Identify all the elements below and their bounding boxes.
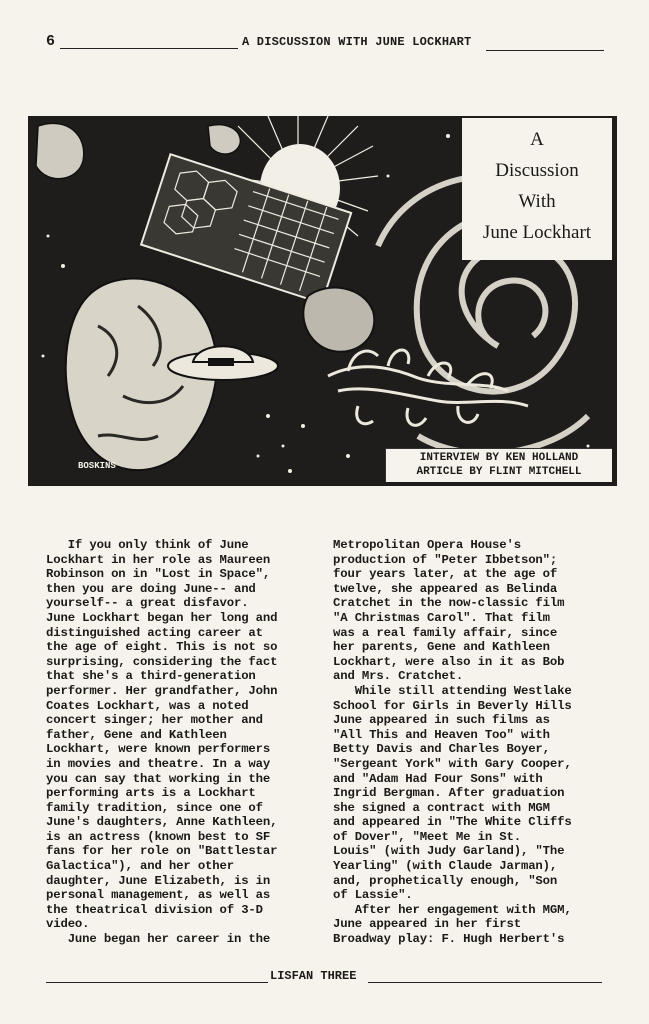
article-line: Ingrid Bergman. After graduation bbox=[333, 786, 565, 801]
article-line: then you are doing June-- and bbox=[46, 581, 256, 596]
article-line: distinguished acting career at bbox=[46, 625, 263, 640]
article-line: "A Christmas Carol". That film bbox=[333, 610, 550, 625]
article-line: that she's a third-generation bbox=[46, 669, 256, 684]
article-line: Robinson on in "Lost in Space", bbox=[46, 567, 271, 582]
title-line: June Lockhart bbox=[482, 222, 592, 243]
interview-credit: INTERVIEW BY KEN HOLLAND bbox=[419, 452, 579, 464]
publication-name: LISFAN THREE bbox=[270, 969, 357, 983]
article-line: performing arts is a Lockhart bbox=[46, 786, 256, 801]
article-line: father, Gene and Kathleen bbox=[46, 727, 227, 742]
footer-rule-left bbox=[46, 982, 268, 983]
article-title-box bbox=[462, 118, 612, 260]
article-line: family tradition, since one of bbox=[46, 800, 263, 815]
article-line: Metropolitan Opera House's bbox=[333, 538, 521, 552]
article-line: Cratchet in the now-classic film bbox=[333, 596, 565, 611]
article-line: fans for her role on "Battlestar bbox=[46, 844, 278, 859]
article-line: you can say that working in the bbox=[46, 771, 271, 786]
article-line: Galactica"), and her other bbox=[46, 859, 234, 874]
article-line: Broadway play: F. Hugh Herbert's bbox=[333, 932, 565, 947]
article-line: performer. Her grandfather, John bbox=[46, 683, 278, 698]
article-line: is an actress (known best to SF bbox=[46, 829, 271, 844]
article-line: Coates Lockhart, was a noted bbox=[46, 698, 249, 713]
artist-signature: BOSKINS bbox=[78, 461, 116, 471]
article-line: Lockhart in her role as Maureen bbox=[46, 552, 271, 567]
article-line: June Lockhart began her long and bbox=[46, 610, 278, 625]
article-line: surprising, considering the fact bbox=[46, 654, 278, 669]
article-line: and "Adam Had Four Sons" with bbox=[333, 771, 543, 786]
article-line: she signed a contract with MGM bbox=[333, 800, 550, 815]
article-line: June's daughters, Anne Kathleen, bbox=[46, 815, 278, 830]
running-footer bbox=[46, 966, 604, 990]
credits-box bbox=[385, 448, 612, 482]
article-line: and Mrs. Cratchet. bbox=[333, 669, 464, 684]
article-line: and, prophetically enough, "Son bbox=[333, 873, 558, 888]
article-line: If you only think of June bbox=[46, 538, 249, 552]
article-line: After her engagement with MGM, bbox=[333, 902, 572, 917]
article-line: Lockhart, were also in it as Bob bbox=[333, 654, 565, 669]
title-line: With bbox=[518, 191, 556, 212]
article-line: June appeared in her first bbox=[333, 917, 521, 932]
article-line: four years later, at the age of bbox=[333, 567, 558, 582]
article-line: the theatrical division of 3-D bbox=[46, 902, 263, 917]
article-column-left bbox=[46, 538, 321, 947]
article-line: June began her career in the bbox=[46, 932, 271, 947]
article-line: personal management, as well as bbox=[46, 888, 271, 903]
title-line: Discussion bbox=[495, 160, 579, 181]
article-line: production of "Peter Ibbetson"; bbox=[333, 552, 558, 567]
article-line: "Sergeant York" with Gary Cooper, bbox=[333, 756, 572, 771]
footer-rule-right bbox=[368, 982, 602, 983]
article-line: was a real family affair, since bbox=[333, 625, 558, 640]
running-header bbox=[46, 30, 606, 54]
page-number: 6 bbox=[46, 33, 56, 50]
article-line: in movies and theatre. In a way bbox=[46, 756, 271, 771]
running-title: A DISCUSSION WITH JUNE LOCKHART bbox=[242, 35, 472, 49]
article-line: her parents, Gene and Kathleen bbox=[333, 640, 550, 655]
header-rule-left bbox=[60, 48, 238, 49]
article-line: Lockhart, were known performers bbox=[46, 742, 271, 757]
header-rule-right bbox=[486, 50, 604, 51]
article-line: video. bbox=[46, 917, 90, 932]
article-line: School for Girls in Beverly Hills bbox=[333, 698, 572, 713]
article-line: Betty Davis and Charles Boyer, bbox=[333, 742, 550, 757]
article-line: While still attending Westlake bbox=[333, 683, 572, 698]
article-credit: ARTICLE BY FLINT MITCHELL bbox=[416, 466, 582, 478]
article-line: twelve, she appeared as Belinda bbox=[333, 581, 558, 596]
article-line: and appeared in "The White Cliffs bbox=[333, 815, 572, 830]
article-line: Louis" (with Judy Garland), "The bbox=[333, 844, 565, 859]
article-line: yourself-- a great disfavor. bbox=[46, 596, 249, 611]
article-column-right bbox=[333, 538, 608, 947]
article-line: "All This and Heaven Too" with bbox=[333, 727, 550, 742]
article-line: of Dover", "Meet Me in St. bbox=[333, 829, 521, 844]
article-line: daughter, June Elizabeth, is in bbox=[46, 873, 271, 888]
article-line: concert singer; her mother and bbox=[46, 713, 263, 728]
title-line: A bbox=[530, 129, 544, 150]
article-line: Yearling" (with Claude Jarman), bbox=[333, 859, 558, 874]
article-line: the age of eight. This is not so bbox=[46, 640, 278, 655]
article-line: of Lassie". bbox=[333, 888, 413, 903]
article-line: June appeared in such films as bbox=[333, 713, 550, 728]
